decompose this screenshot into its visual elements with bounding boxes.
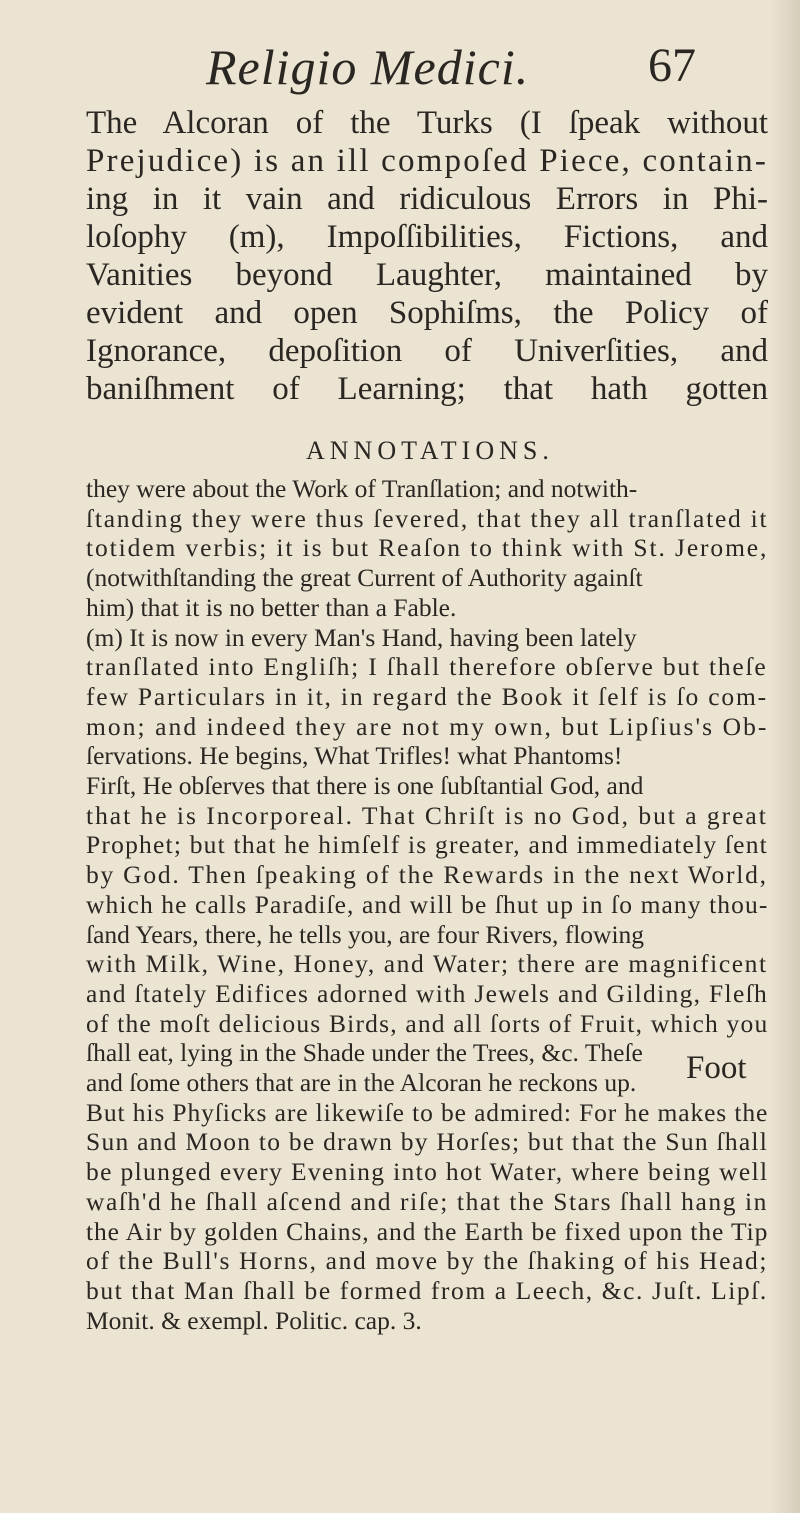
text-line: loſophy (m), Impoſſibilities, Fictions, and	[86, 219, 768, 255]
annotation-line: But his Phyſicks are likewiſe to be admired: For he makes the	[86, 1097, 769, 1127]
text-line: Prejudice) is an ill compoſed Piece, contain-	[86, 143, 768, 179]
text-line: ing in it vain and ridiculous Errors in Phi-	[86, 181, 768, 217]
annotation-line: be plunged every Evening into hot Water, where being well	[86, 1157, 769, 1187]
annotation-line: mon; and indeed they are not my own, but Lipſius's Ob-	[86, 711, 769, 741]
main-text	[86, 104, 768, 408]
annotation-line: and ſtately Edifices adorned with Jewels and Gilding, Fleſh	[86, 978, 769, 1008]
text-line: evident and open Sophiſms, the Policy of	[86, 295, 768, 331]
text-line: baniſhment of Learning; that hath gotten	[86, 371, 768, 407]
annotation-line: (notwithſtanding the great Current of Authority againſt	[86, 563, 643, 593]
text-line: Vanities beyond Laughter, maintained by	[86, 257, 768, 293]
annotation-line: with Milk, Wine, Honey, and Water; there are magnificent	[86, 949, 768, 979]
catchword: Foot	[686, 1050, 747, 1086]
annotation-line: (m) It is now in every Man's Hand, having been lately	[86, 622, 637, 652]
annotation-line: the Air by golden Chains, and the Earth be fixed upon the Tip	[86, 1216, 769, 1246]
annotation-line: Monit. & exempl. Politic. cap. 3.	[86, 1305, 422, 1335]
annotation-line: of the Bull's Horns, and move by the ſhaking of his Head;	[86, 1246, 769, 1276]
annotation-line: which he calls Paradiſe, and will be ſhut up in ſo many thou-	[86, 889, 769, 919]
annotation-line: few Particulars in it, in regard the Book it ſelf is ſo com-	[86, 681, 768, 711]
annotation-line: Sun and Moon to be drawn by Horſes; but that the Sun ſhall	[86, 1127, 769, 1157]
annotation-line: that he is Incorporeal. That Chriſt is no God, but a great	[86, 800, 768, 830]
annotation-line: but that Man ſhall be formed from a Leech, &c. Juſt. Lipſ.	[86, 1275, 768, 1305]
annotation-line: Prophet; but that he himſelf is greater, and immediately ſent	[86, 830, 768, 860]
running-title: Religio Medici.	[206, 39, 530, 95]
annotation-line: by God. Then ſpeaking of the Rewards in the next World,	[86, 860, 768, 890]
page-header	[0, 38, 800, 98]
text-line: Ignorance, depoſition of Univerſities, and	[86, 333, 768, 369]
annotations-title: ANNOTATIONS.	[306, 436, 554, 465]
annotation-line: and ſome others that are in the Alcoran he reckons up.	[86, 1068, 637, 1098]
annotation-line: totidem verbis; it is but Reaſon to think with St. Jerome,	[86, 533, 769, 563]
annotation-line: ſervations. He begins, What Trifles! what Phantoms!	[86, 741, 623, 771]
annotation-line: waſh'd he ſhall aſcend and riſe; that the Stars ſhall hang in	[86, 1186, 768, 1216]
page-number: 67	[648, 39, 696, 92]
annotation-line: Firſt, He obſerves that there is one ſubſtantial God, and	[86, 771, 644, 801]
annotation-line: ſand Years, there, he tells you, are four Rivers, flowing	[86, 919, 645, 949]
annotations	[86, 474, 768, 1335]
annotation-line: ſtanding they were thus ſevered, that they all tranſlated it	[86, 503, 769, 533]
annotation-line: him) that it is no better than a Fable.	[86, 592, 457, 622]
text-line: The Alcoran of the Turks (I ſpeak without	[86, 105, 768, 141]
annotation-line: ſhall eat, lying in the Shade under the Trees, &c. Theſe	[86, 1038, 643, 1068]
annotation-line: of the moſt delicious Birds, and all ſorts of Fruit, which you	[86, 1008, 769, 1038]
annotation-line: tranſlated into Engliſh; I ſhall therefore obſerve but theſe	[86, 652, 768, 682]
annotation-line: they were about the Work of Tranſlation; and notwith-	[86, 474, 638, 503]
